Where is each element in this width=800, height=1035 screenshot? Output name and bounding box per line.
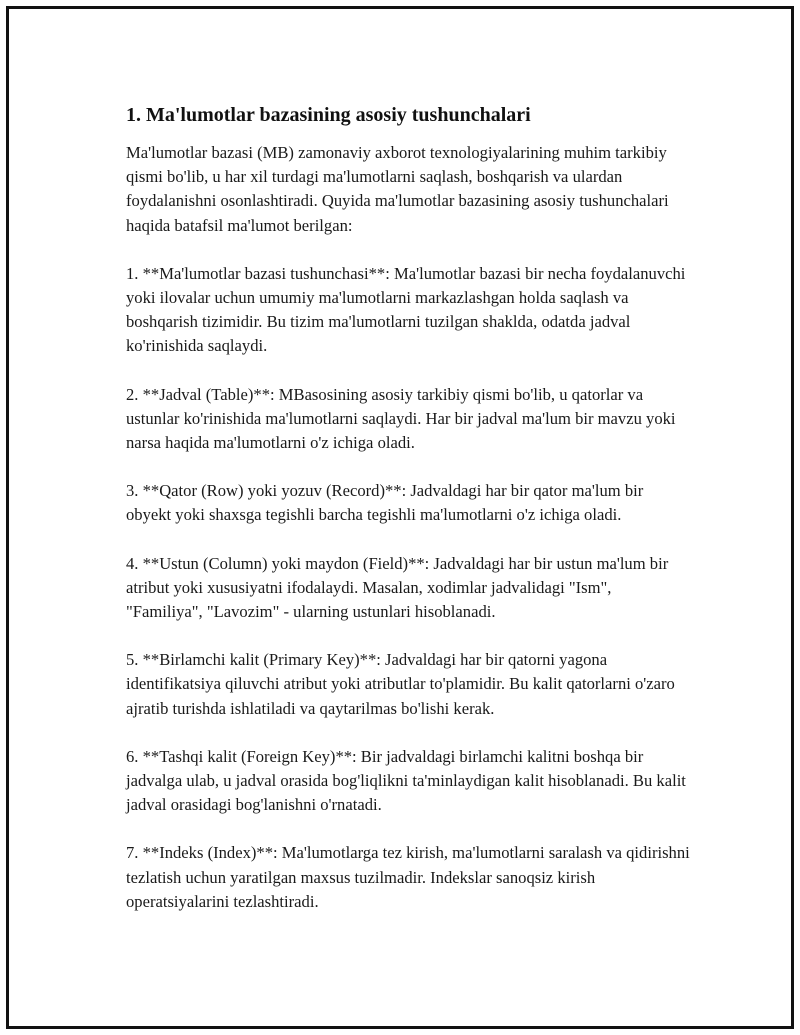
section-heading: 1. Ma'lumotlar bazasining asosiy tushunchalari bbox=[126, 104, 531, 126]
document-body bbox=[126, 101, 692, 938]
list-item: 1. **Ma'lumotlar bazasi tushunchasi**: Ma'lumotlar bazasi bir necha foydalanuvchi yoki ilovalar uchun umumiy ma'lumotlarni markazlashgan holda saqlash va boshqarish tizimidir. Bu tizim ma'lumotlarni tuzilgan shaklda, odatda jadval ko'rinishida saqlaydi. bbox=[126, 263, 686, 356]
page-frame bbox=[6, 6, 794, 1029]
intro-paragraph: Ma'lumotlar bazasi (MB) zamonaviy axborot texnologiyalarining muhim tarkibiy qismi bo'lib, u har xil turdagi ma'lumotlarni saqlash, boshqarish va ulardan foydalanishni osonlashtiradi. Quyida ma'lumotlar bazasining asosiy tushunchalari haqida batafsil ma'lumot berilgan: bbox=[126, 143, 669, 235]
list-item: 2. **Jadval (Table)**: MBasosining asosiy tarkibiy qismi bo'lib, u qatorlar va ustunlar ko'rinishida ma'lumotlarni saqlaydi. Har bir jadval ma'lum bir mavzu yoki narsa haqida ma'lumotlarni o'z ichiga oladi. bbox=[126, 384, 676, 453]
list-item: 4. **Ustun (Column) yoki maydon (Field)**: Jadvaldagi har bir ustun ma'lum bir atribut yoki xususiyatni ifodalaydi. Masalan, xodimlar jadvalidagi "Ism", "Familiya", "Lavozim" - ularning ustunlari hisoblanadi. bbox=[126, 553, 669, 622]
list-item: 6. **Tashqi kalit (Foreign Key)**: Bir jadvaldagi birlamchi kalitni boshqa bir jadvalga ulab, u jadval orasida bog'liqlikni ta'minlaydigan kalit hisoblanadi. Bu kalit jadval orasidagi bog'lanishni o'rnatadi. bbox=[126, 746, 686, 815]
list-item: 3. **Qator (Row) yoki yozuv (Record)**: Jadvaldagi har bir qator ma'lum bir obyekt yoki shaxsga tegishli barcha tegishli ma'lumotlarni o'z ichiga oladi. bbox=[126, 481, 644, 525]
list-item: 5. **Birlamchi kalit (Primary Key)**: Jadvaldagi har bir qatorni yagona identifikatsiya qiluvchi atribut yoki atributlar to'plamidir. Bu kalit qatorlarni o'zaro ajratib turishda ishlatiladi va qaytarilmas bo'lishi kerak. bbox=[126, 650, 675, 718]
list-item: 7. **Indeks (Index)**: Ma'lumotlarga tez kirish, ma'lumotlarni saralash va qidirishni tezlatish uchun yaratilgan maxsus tuzilmadir. Indekslar sanoqsiz kirish operatsiyalarini tezlashtiradi. bbox=[126, 843, 690, 911]
